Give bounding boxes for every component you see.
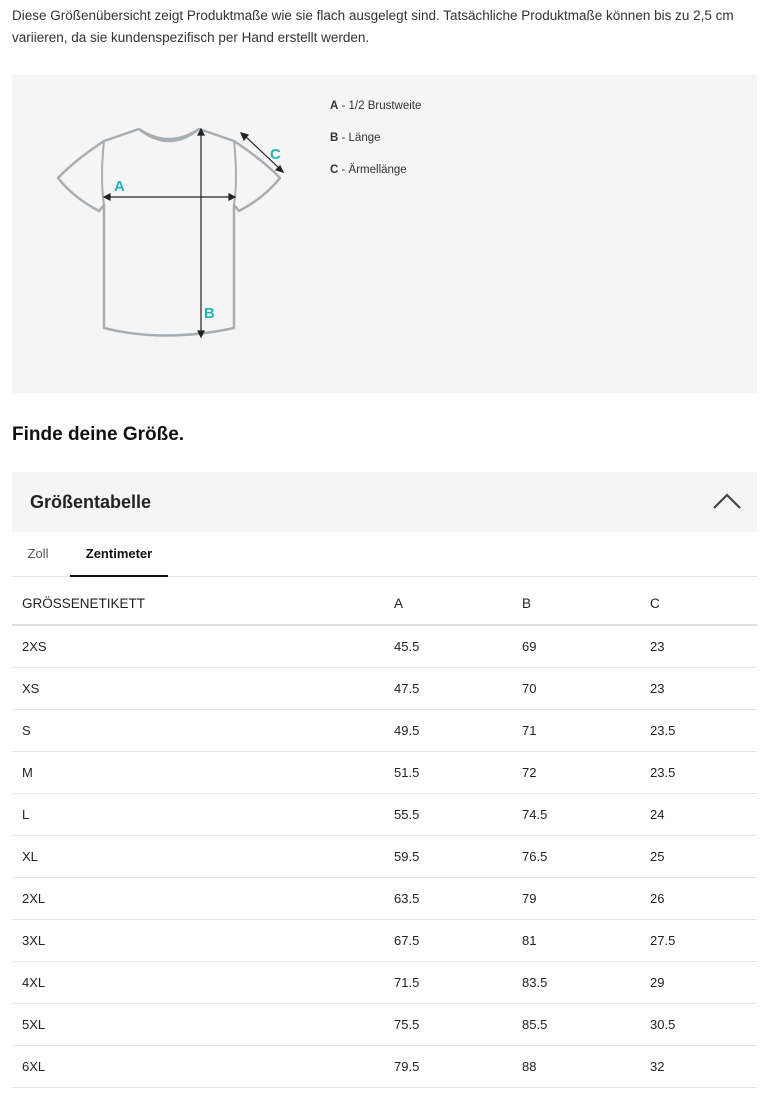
cell-c: 27.5 bbox=[650, 920, 757, 962]
table-row bbox=[12, 962, 757, 1004]
cell-c: 29 bbox=[650, 962, 757, 1004]
cell-c: 26 bbox=[650, 878, 757, 920]
table-header-row bbox=[12, 582, 757, 625]
cell-a: 63.5 bbox=[394, 878, 522, 920]
table-row bbox=[12, 625, 757, 668]
cell-size: M bbox=[12, 752, 394, 794]
cell-b: 72 bbox=[522, 752, 650, 794]
table-row bbox=[12, 1046, 757, 1088]
measurement-legend bbox=[330, 99, 421, 195]
table-row bbox=[12, 878, 757, 920]
size-chart-title: Größentabelle bbox=[30, 492, 152, 512]
cell-a: 47.5 bbox=[394, 668, 522, 710]
marker-c: C bbox=[270, 146, 281, 163]
cell-c: 23.5 bbox=[650, 752, 757, 794]
tab-zentimeter[interactable]: Zentimeter bbox=[70, 533, 168, 577]
cell-size: 3XL bbox=[12, 920, 394, 962]
cell-b: 79 bbox=[522, 878, 650, 920]
table-row bbox=[12, 668, 757, 710]
cell-a: 79.5 bbox=[394, 1046, 522, 1088]
tshirt-diagram bbox=[54, 123, 304, 353]
size-table bbox=[12, 582, 757, 1088]
legend-key: B bbox=[330, 132, 339, 144]
cell-b: 81 bbox=[522, 920, 650, 962]
cell-c: 24 bbox=[650, 794, 757, 836]
cell-b: 69 bbox=[522, 625, 650, 668]
column-header-b: B bbox=[522, 582, 650, 625]
cell-c: 32 bbox=[650, 1046, 757, 1088]
table-row bbox=[12, 752, 757, 794]
cell-a: 45.5 bbox=[394, 625, 522, 668]
column-header-size-label: GRÖSSENETIKETT bbox=[12, 582, 394, 625]
cell-b: 85.5 bbox=[522, 1004, 650, 1046]
intro-text: Diese Größenübersicht zeigt Produktmaße wie sie flach ausgelegt sind. Tatsächliche Produktmaße können bis zu 2,5 cm variieren, da sie kundenspezifisch per Hand erstellt werden. bbox=[12, 8, 734, 45]
marker-b: B bbox=[204, 305, 215, 322]
legend-text: - 1/2 Brustweite bbox=[338, 100, 422, 112]
cell-c: 23 bbox=[650, 668, 757, 710]
table-row bbox=[12, 836, 757, 878]
cell-size: 4XL bbox=[12, 962, 394, 1004]
find-size-title: Finde deine Größe. bbox=[12, 424, 185, 445]
unit-tabs bbox=[12, 533, 757, 577]
cell-size: S bbox=[12, 710, 394, 752]
cell-b: 88 bbox=[522, 1046, 650, 1088]
cell-a: 49.5 bbox=[394, 710, 522, 752]
legend-item-b bbox=[330, 131, 421, 163]
legend-item-a bbox=[330, 99, 421, 131]
cell-a: 51.5 bbox=[394, 752, 522, 794]
cell-c: 25 bbox=[650, 836, 757, 878]
cell-size: L bbox=[12, 794, 394, 836]
cell-b: 70 bbox=[522, 668, 650, 710]
cell-a: 67.5 bbox=[394, 920, 522, 962]
column-header-a: A bbox=[394, 582, 522, 625]
table-row bbox=[12, 710, 757, 752]
cell-b: 76.5 bbox=[522, 836, 650, 878]
cell-b: 74.5 bbox=[522, 794, 650, 836]
marker-a: A bbox=[114, 178, 125, 195]
table-row bbox=[12, 920, 757, 962]
chevron-up-icon[interactable] bbox=[712, 490, 742, 512]
cell-size: 5XL bbox=[12, 1004, 394, 1046]
cell-a: 71.5 bbox=[394, 962, 522, 1004]
legend-item-c bbox=[330, 163, 421, 195]
legend-key: C bbox=[330, 164, 339, 176]
cell-a: 59.5 bbox=[394, 836, 522, 878]
legend-text: - Ärmellänge bbox=[338, 164, 407, 176]
cell-a: 75.5 bbox=[394, 1004, 522, 1046]
cell-size: 2XS bbox=[12, 625, 394, 668]
cell-c: 23 bbox=[650, 625, 757, 668]
size-figure bbox=[12, 75, 757, 393]
table-row bbox=[12, 1004, 757, 1046]
tshirt-outline bbox=[58, 129, 280, 336]
cell-size: XL bbox=[12, 836, 394, 878]
size-chart-accordion-header[interactable] bbox=[12, 472, 757, 532]
cell-a: 55.5 bbox=[394, 794, 522, 836]
cell-size: XS bbox=[12, 668, 394, 710]
cell-c: 23.5 bbox=[650, 710, 757, 752]
cell-c: 30.5 bbox=[650, 1004, 757, 1046]
column-header-c: C bbox=[650, 582, 757, 625]
cell-b: 71 bbox=[522, 710, 650, 752]
table-row bbox=[12, 794, 757, 836]
legend-key: A bbox=[330, 100, 339, 112]
cell-b: 83.5 bbox=[522, 962, 650, 1004]
legend-text: - Länge bbox=[338, 132, 381, 144]
cell-size: 6XL bbox=[12, 1046, 394, 1088]
cell-size: 2XL bbox=[12, 878, 394, 920]
tab-zoll[interactable]: Zoll bbox=[27, 546, 49, 561]
